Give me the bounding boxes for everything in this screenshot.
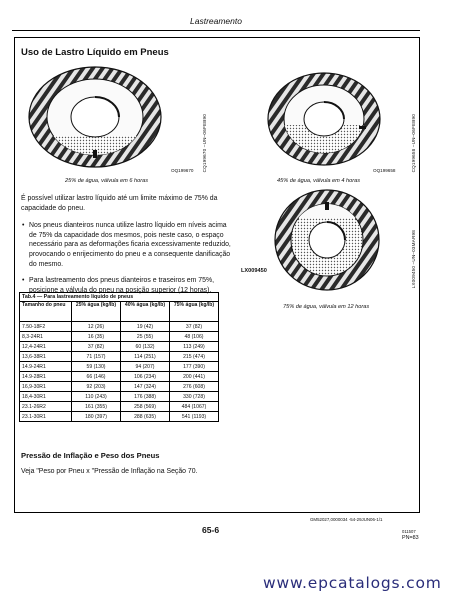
tire-45-illustration [265, 70, 383, 168]
table-cell: 258 (569) [121, 402, 170, 412]
table-cell: 12 (26) [72, 322, 121, 332]
table-header-cell: 75% água (kg/lb) [170, 302, 219, 322]
table-cell: 60 (132) [121, 342, 170, 352]
table-cell: 59 (130) [72, 362, 121, 372]
table-cell: 180 (397) [72, 412, 121, 422]
figure-3-caption: 75% de água, válvula em 12 horas [283, 304, 370, 310]
table-cell: 7.50-18F2 [20, 322, 72, 332]
table-cell: 37 (82) [72, 342, 121, 352]
table-cell: 147 (324) [121, 382, 170, 392]
table-cell: 14.9-24R1 [20, 362, 72, 372]
figure-2-id: OQ199658 [373, 168, 396, 173]
table-row [20, 402, 219, 412]
table-row [20, 362, 219, 372]
table-cell: 23.1-30R1 [20, 412, 72, 422]
header-divider [12, 30, 420, 31]
footer-doc-code: GM52027,0000034 -54-29JUN06-1/1 [310, 517, 383, 522]
table-cell: 177 (390) [170, 362, 219, 372]
table-cell: 71 (157) [72, 352, 121, 362]
table-cell: 13,6-38R1 [20, 352, 72, 362]
bullet-text: Para lastreamento dos pneus dianteiros e traseiros em 75%, posicione a válvula do pneu na posição superior (12 horas). [29, 277, 214, 294]
table-cell: 8,3-24R1 [20, 332, 72, 342]
table-cell: 92 (203) [72, 382, 121, 392]
table-row [20, 382, 219, 392]
section-title: Uso de Lastro Líquido em Pneus [21, 47, 169, 58]
pressure-heading: Pressão de Inflação e Peso dos Pneus [21, 451, 160, 460]
figure-1-caption: 25% de água, válvula em 6 horas [65, 178, 149, 184]
table-cell: 16,9-30R1 [20, 382, 72, 392]
figure-1-id: OQ199670 [171, 168, 194, 173]
table-cell: 19 (42) [121, 322, 170, 332]
table-header-row [20, 302, 219, 322]
table-caption: Tab.4 — Para lastreamento líquido de pneus [19, 292, 219, 301]
bullet-text: Nos pneus dianteiros nunca utilize lastro líquido em níveis acima de 75% da capacidade dos mesmos, pois neste caso, o espaço necessário para as deformações ficaria excessivamente reduzido, provocando o enrijecimento do pneu e a consequente danificação do mesmo. [29, 222, 231, 268]
table-cell: 288 (635) [121, 412, 170, 422]
table-cell: 110 (243) [72, 392, 121, 402]
pressure-reference-text: Veja "Peso por Pneu x "Pressão de Inflação na Seção 70. [21, 468, 198, 475]
table-cell: 541 (1193) [170, 412, 219, 422]
table-cell: 66 (146) [72, 372, 121, 382]
figure-3-side-code: LX009450 –UN–03MAR98 [411, 230, 416, 289]
figure-1-side-code: CQ199670 –UN–06FEB90 [202, 114, 207, 173]
table-cell: 16 (35) [72, 332, 121, 342]
table-cell: 176 (388) [121, 392, 170, 402]
table-cell: 12,4-24R1 [20, 342, 72, 352]
tire-25-illustration [25, 64, 165, 170]
page-number: 65-6 [202, 525, 220, 535]
figure-2-side-code: CQ199658 –UN–06FEB90 [411, 114, 416, 173]
figure-3-id: LX009450 [241, 268, 267, 274]
tire-75-illustration [273, 188, 381, 292]
table-row [20, 372, 219, 382]
table-cell: 113 (249) [170, 342, 219, 352]
tire-figure-25 [25, 64, 165, 170]
table-cell: 330 (728) [170, 392, 219, 402]
table-cell: 484 (1067) [170, 402, 219, 412]
table-cell: 215 (474) [170, 352, 219, 362]
table-header-cell: 40% água (kg/lb) [121, 302, 170, 322]
bullet-dot: • [22, 222, 25, 229]
table-cell: 114 (251) [121, 352, 170, 362]
table-cell: 276 (608) [170, 382, 219, 392]
footer-pn: PN=83 [402, 535, 419, 541]
table-row [20, 342, 219, 352]
table-row [20, 392, 219, 402]
watermark-link[interactable]: www.epcatalogs.com [263, 574, 442, 592]
table-cell: 23.1-26R2 [20, 402, 72, 412]
bullet-dot: • [22, 277, 25, 284]
figure-2-caption: 45% de água, válvula em 4 horas [277, 178, 361, 184]
table-cell: 25 (55) [121, 332, 170, 342]
manual-page [12, 10, 420, 550]
table-cell: 48 (106) [170, 332, 219, 342]
table-cell: 161 (355) [72, 402, 121, 412]
table-row [20, 322, 219, 332]
table-cell: 106 (234) [121, 372, 170, 382]
ballast-table [19, 292, 219, 422]
table-header-cell: Tamanho do pneu [20, 302, 72, 322]
intro-paragraph: É possível utilizar lastro líquido até um limite máximo de 75% da capacidade do pneu. [21, 195, 218, 212]
page-header-title: Lastreamento [190, 16, 242, 26]
table-cell: 14.9-28R1 [20, 372, 72, 382]
tire-figure-75 [273, 188, 381, 292]
table-header-cell: 25% água (kg/lb) [72, 302, 121, 322]
table-body [20, 322, 219, 422]
table-row [20, 352, 219, 362]
tire-figure-45 [265, 70, 383, 168]
footer-date-code: 011507 [402, 529, 416, 534]
content-box [14, 37, 420, 513]
bullet-item [22, 221, 235, 270]
table-cell: 37 (82) [170, 322, 219, 332]
table-cell: 200 (441) [170, 372, 219, 382]
table-row [20, 412, 219, 422]
table-cell: 18,4-30R1 [20, 392, 72, 402]
table-cell: 94 (207) [121, 362, 170, 372]
table-row [20, 332, 219, 342]
